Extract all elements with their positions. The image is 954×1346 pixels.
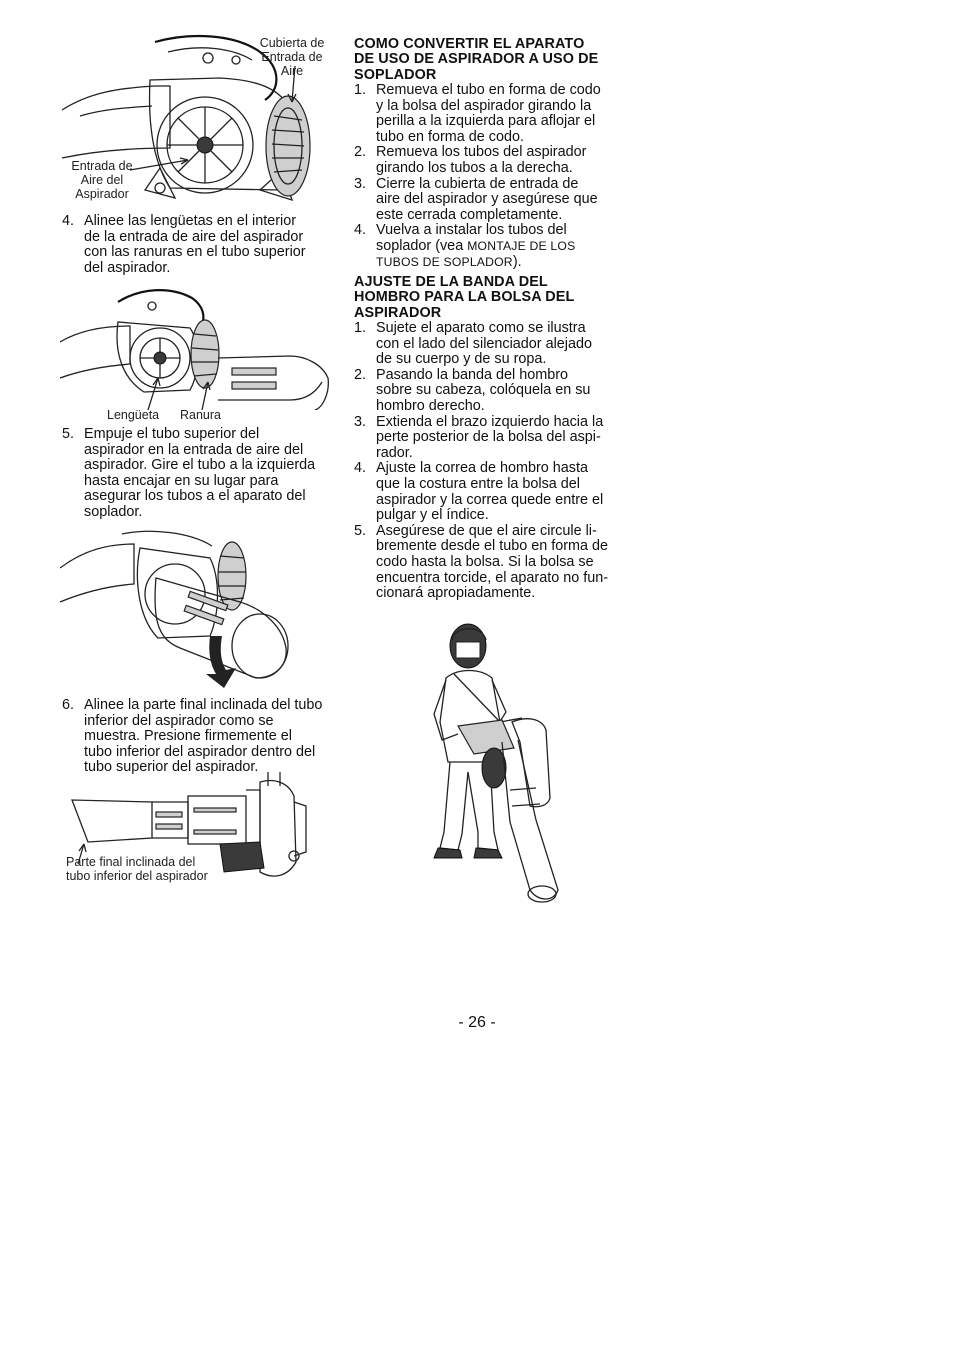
list-item bbox=[354, 83, 644, 145]
figure-tab-and-slot bbox=[60, 282, 335, 410]
text-line: Ajuste la correa de hombro hasta bbox=[376, 460, 588, 477]
label-vacuum-air-inlet bbox=[66, 159, 138, 201]
text-line: Sujete el aparato como se ilustra bbox=[376, 320, 586, 336]
cross-reference: MONTAJE DE LOS bbox=[467, 238, 576, 253]
label-lower-tube-angled-end bbox=[66, 855, 208, 883]
step-number: 2. bbox=[354, 144, 367, 161]
label-line: Aire del bbox=[80, 173, 124, 187]
heading-line: AJUSTE DE LA BANDA DEL bbox=[354, 274, 548, 290]
text-line: tubo superior del aspirador. bbox=[84, 759, 259, 776]
text-line bbox=[376, 255, 644, 271]
text-line: inferior del aspirador como se bbox=[84, 712, 274, 729]
list-item bbox=[354, 145, 644, 176]
figure-rotate-tube bbox=[60, 528, 300, 688]
text-line: Pasando la banda del hombro bbox=[376, 366, 569, 383]
cross-reference: TUBOS DE SOPLADOR bbox=[376, 254, 513, 269]
left-step-5 bbox=[62, 427, 347, 521]
step-number: 1. bbox=[354, 82, 367, 98]
list-item bbox=[62, 698, 347, 776]
text-line: perte posterior de la bolsa del aspi- bbox=[376, 429, 601, 446]
step-number: 2. bbox=[354, 366, 367, 383]
list-item bbox=[62, 214, 342, 276]
heading-convert-to-blower bbox=[354, 37, 644, 83]
text-line: Cierre la cubierta de entrada de bbox=[376, 175, 579, 192]
text-line: del aspirador. bbox=[84, 259, 171, 276]
list-item bbox=[354, 461, 646, 523]
convert-steps-list bbox=[354, 83, 644, 270]
list-item bbox=[354, 223, 644, 270]
text-line: codo hasta la bolsa. Si la bolsa se bbox=[376, 553, 594, 570]
tube-alignment-illustration bbox=[60, 282, 335, 410]
text-line: muestra. Presione firmemente el bbox=[84, 728, 292, 745]
text-line: con el lado del silenciador alejado bbox=[376, 335, 593, 352]
text-line: girando los tubos a la derecha. bbox=[376, 159, 573, 176]
step-number: 3. bbox=[354, 175, 367, 192]
text-line: con las ranuras en el tubo superior bbox=[84, 244, 306, 261]
text-line: asegurar los tubos a el aparato del bbox=[84, 488, 306, 505]
label-line: Entrada de bbox=[261, 50, 323, 64]
label-line: tubo inferior del aspirador bbox=[66, 869, 208, 883]
text-line: rador. bbox=[376, 444, 413, 461]
step-number: 4. bbox=[354, 222, 367, 239]
left-step-4 bbox=[62, 214, 342, 276]
left-step-6 bbox=[62, 698, 347, 776]
label-air-inlet-cover bbox=[256, 36, 328, 78]
heading-line: SOPLADOR bbox=[354, 66, 437, 83]
text-line: aspirador. Gire el tubo a la izquierda bbox=[84, 457, 316, 474]
label-tab: Lengüeta bbox=[107, 408, 160, 422]
text-line: sobre su cabeza, colóquela en su bbox=[376, 382, 591, 399]
list-item bbox=[354, 524, 646, 602]
text-line: que la costura entre la bolsa del bbox=[376, 475, 580, 492]
text-line: de su cuerpo y de su ropa. bbox=[376, 351, 547, 368]
figure-operator-with-vacuum bbox=[418, 622, 568, 904]
text-line: Extienda el brazo izquierdo hacia la bbox=[376, 413, 604, 430]
text-line: Remueva el tubo en forma de codo bbox=[376, 82, 601, 98]
text-line: Alinee las lengüetas en el interior bbox=[84, 213, 296, 229]
text-line: hasta encajar en su lugar para bbox=[84, 472, 279, 489]
text-line bbox=[376, 239, 644, 255]
text-line: este cerrada completamente. bbox=[376, 206, 563, 223]
heading-line: DE USO DE ASPIRADOR A USO DE bbox=[354, 51, 599, 68]
list-item bbox=[354, 368, 646, 415]
text-line: hombro derecho. bbox=[376, 397, 485, 414]
step-number: 5. bbox=[354, 522, 367, 539]
text-line: y la bolsa del aspirador girando la bbox=[376, 97, 592, 114]
step-number: 5. bbox=[62, 426, 75, 442]
text-line: Asegúrese de que el aire circule li- bbox=[376, 522, 597, 539]
label-line: Parte final inclinada del bbox=[66, 855, 196, 869]
text-line: Vuelva a instalar los tubos del bbox=[376, 222, 567, 239]
heading-shoulder-strap bbox=[354, 275, 644, 321]
step-number: 4. bbox=[62, 213, 75, 229]
heading-line: COMO CONVERTIR EL APARATO bbox=[354, 36, 585, 52]
text-line: aspirador y la correa quede entre el bbox=[376, 491, 604, 508]
text-line: aire del aspirador y asegúrese que bbox=[376, 191, 598, 208]
step-number: 4. bbox=[354, 460, 367, 477]
text-line: tubo en forma de codo. bbox=[376, 128, 525, 145]
operator-illustration bbox=[418, 622, 568, 904]
strap-steps-list bbox=[354, 321, 646, 602]
page-number: - 26 - bbox=[458, 1014, 496, 1031]
text-line: aspirador en la entrada de aire del bbox=[84, 441, 304, 458]
list-item bbox=[62, 427, 347, 521]
label-line: Aspirador bbox=[75, 187, 129, 201]
step-number: 3. bbox=[354, 413, 367, 430]
label-slot: Ranura bbox=[180, 408, 221, 422]
rotate-tube-illustration bbox=[60, 528, 300, 688]
label-line: Aire bbox=[280, 64, 304, 78]
text-run: ). bbox=[512, 253, 522, 270]
step-number: 6. bbox=[62, 697, 75, 713]
label-line: Cubierta de bbox=[259, 36, 325, 50]
text-line: Empuje el tubo superior del bbox=[84, 426, 260, 442]
text-run: soplador (vea bbox=[376, 237, 468, 254]
list-item bbox=[354, 321, 646, 368]
text-line: cionará apropiadamente. bbox=[376, 585, 536, 602]
heading-line: HOMBRO PARA LA BOLSA DEL bbox=[354, 289, 575, 306]
text-line: tubo inferior del aspirador dentro del bbox=[84, 743, 316, 760]
list-item bbox=[354, 415, 646, 462]
text-line: encuentra torcide, el aparato no fun- bbox=[376, 569, 608, 586]
text-line: soplador. bbox=[84, 503, 143, 520]
label-line: Entrada de bbox=[71, 159, 133, 173]
heading-line: ASPIRADOR bbox=[354, 304, 442, 321]
text-line: bremente desde el tubo en forma de bbox=[376, 538, 608, 555]
text-line: Alinee la parte final inclinada del tubo bbox=[84, 697, 323, 713]
step-number: 1. bbox=[354, 320, 367, 336]
text-line: Remueva los tubos del aspirador bbox=[376, 144, 587, 161]
text-line: pulgar y el índice. bbox=[376, 507, 489, 524]
list-item bbox=[354, 177, 644, 224]
text-line: de la entrada de aire del aspirador bbox=[84, 228, 304, 245]
text-line: perilla a la izquierda para aflojar el bbox=[376, 113, 596, 130]
